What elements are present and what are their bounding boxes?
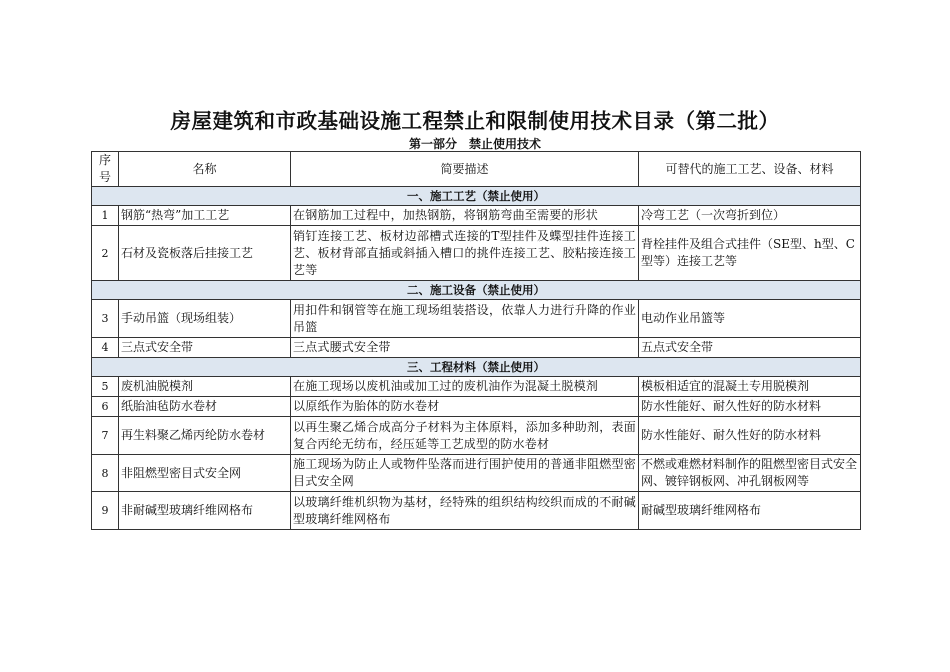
row-no: 5 (92, 377, 119, 397)
catalog-table (91, 151, 861, 530)
section-title: 三、工程材料（禁止使用） (92, 358, 861, 377)
table-row (92, 377, 861, 397)
row-no: 2 (92, 226, 119, 281)
row-description: 三点式腰式安全带 (291, 338, 639, 358)
table-row (92, 417, 861, 455)
row-description: 施工现场为防止人或物件坠落而进行围护使用的普通非阻燃型密目式安全网 (291, 455, 639, 492)
row-description: 在钢筋加工过程中，加热钢筋，将钢筋弯曲至需要的形状 (291, 206, 639, 226)
table-row (92, 300, 861, 338)
header-name: 名称 (119, 152, 291, 187)
row-no: 3 (92, 300, 119, 338)
section-title: 一、施工工艺（禁止使用） (92, 187, 861, 206)
row-no: 6 (92, 397, 119, 417)
row-no: 1 (92, 206, 119, 226)
row-no: 8 (92, 455, 119, 492)
row-name: 手动吊篮（现场组装） (119, 300, 291, 338)
row-name: 纸胎油毡防水卷材 (119, 397, 291, 417)
page-title: 房屋建筑和市政基础设施工程禁止和限制使用技术目录（第二批） (170, 109, 780, 133)
header-no: 序号 (92, 152, 119, 187)
row-name: 钢筋“热弯”加工工艺 (119, 206, 291, 226)
row-name: 再生料聚乙烯丙纶防水卷材 (119, 417, 291, 455)
table-header-row (92, 152, 861, 187)
row-alternative: 冷弯工艺（一次弯折到位） (639, 206, 861, 226)
row-name: 非耐碱型玻璃纤维网格布 (119, 492, 291, 530)
table-row (92, 492, 861, 530)
row-alternative: 电动作业吊篮等 (639, 300, 861, 338)
row-alternative: 耐碱型玻璃纤维网格布 (639, 492, 861, 530)
row-description: 以再生聚乙烯合成高分子材料为主体原料，添加多种助剂，表面复合丙纶无纺布，经压延等工艺成型的防水卷材 (291, 417, 639, 455)
section-row-materials (92, 358, 861, 377)
row-description: 以玻璃纤维机织物为基材，经特殊的组织结构绞织而成的不耐碱型玻璃纤维网格布 (291, 492, 639, 530)
section-title: 二、施工设备（禁止使用） (92, 281, 861, 300)
row-name: 废机油脱模剂 (119, 377, 291, 397)
header-description: 简要描述 (291, 152, 639, 187)
row-alternative: 防水性能好、耐久性好的防水材料 (639, 417, 861, 455)
table-row (92, 206, 861, 226)
row-description: 用扣件和钢管等在施工现场组装搭设，依靠人力进行升降的作业吊篮 (291, 300, 639, 338)
table-row (92, 226, 861, 281)
row-name: 石材及瓷板落后挂接工艺 (119, 226, 291, 281)
row-no: 7 (92, 417, 119, 455)
section-row-process (92, 187, 861, 206)
row-name: 非阻燃型密目式安全网 (119, 455, 291, 492)
row-description: 以原纸作为胎体的防水卷材 (291, 397, 639, 417)
row-alternative: 防水性能好、耐久性好的防水材料 (639, 397, 861, 417)
row-name: 三点式安全带 (119, 338, 291, 358)
row-alternative: 模板相适宜的混凝土专用脱模剂 (639, 377, 861, 397)
table-row (92, 397, 861, 417)
table-row (92, 455, 861, 492)
row-alternative: 不燃或难燃材料制作的阻燃型密目式安全网、镀锌钢板网、冲孔钢板网等 (639, 455, 861, 492)
row-description: 在施工现场以废机油或加工过的废机油作为混凝土脱模剂 (291, 377, 639, 397)
row-no: 4 (92, 338, 119, 358)
row-no: 9 (92, 492, 119, 530)
row-alternative: 背栓挂件及组合式挂件（SE型、h型、C型等）连接工艺等 (639, 226, 861, 281)
row-description: 销钉连接工艺、板材边部槽式连接的T型挂件及蝶型挂件连接工艺、板材背部直插或斜插入槽口的挑件连接工艺、胶粘接连接工艺等 (291, 226, 639, 281)
section-row-equipment (92, 281, 861, 300)
table-row (92, 338, 861, 358)
row-alternative: 五点式安全带 (639, 338, 861, 358)
header-alternative: 可替代的施工工艺、设备、材料 (639, 152, 861, 187)
part-title: 第一部分 禁止使用技术 (408, 137, 541, 151)
